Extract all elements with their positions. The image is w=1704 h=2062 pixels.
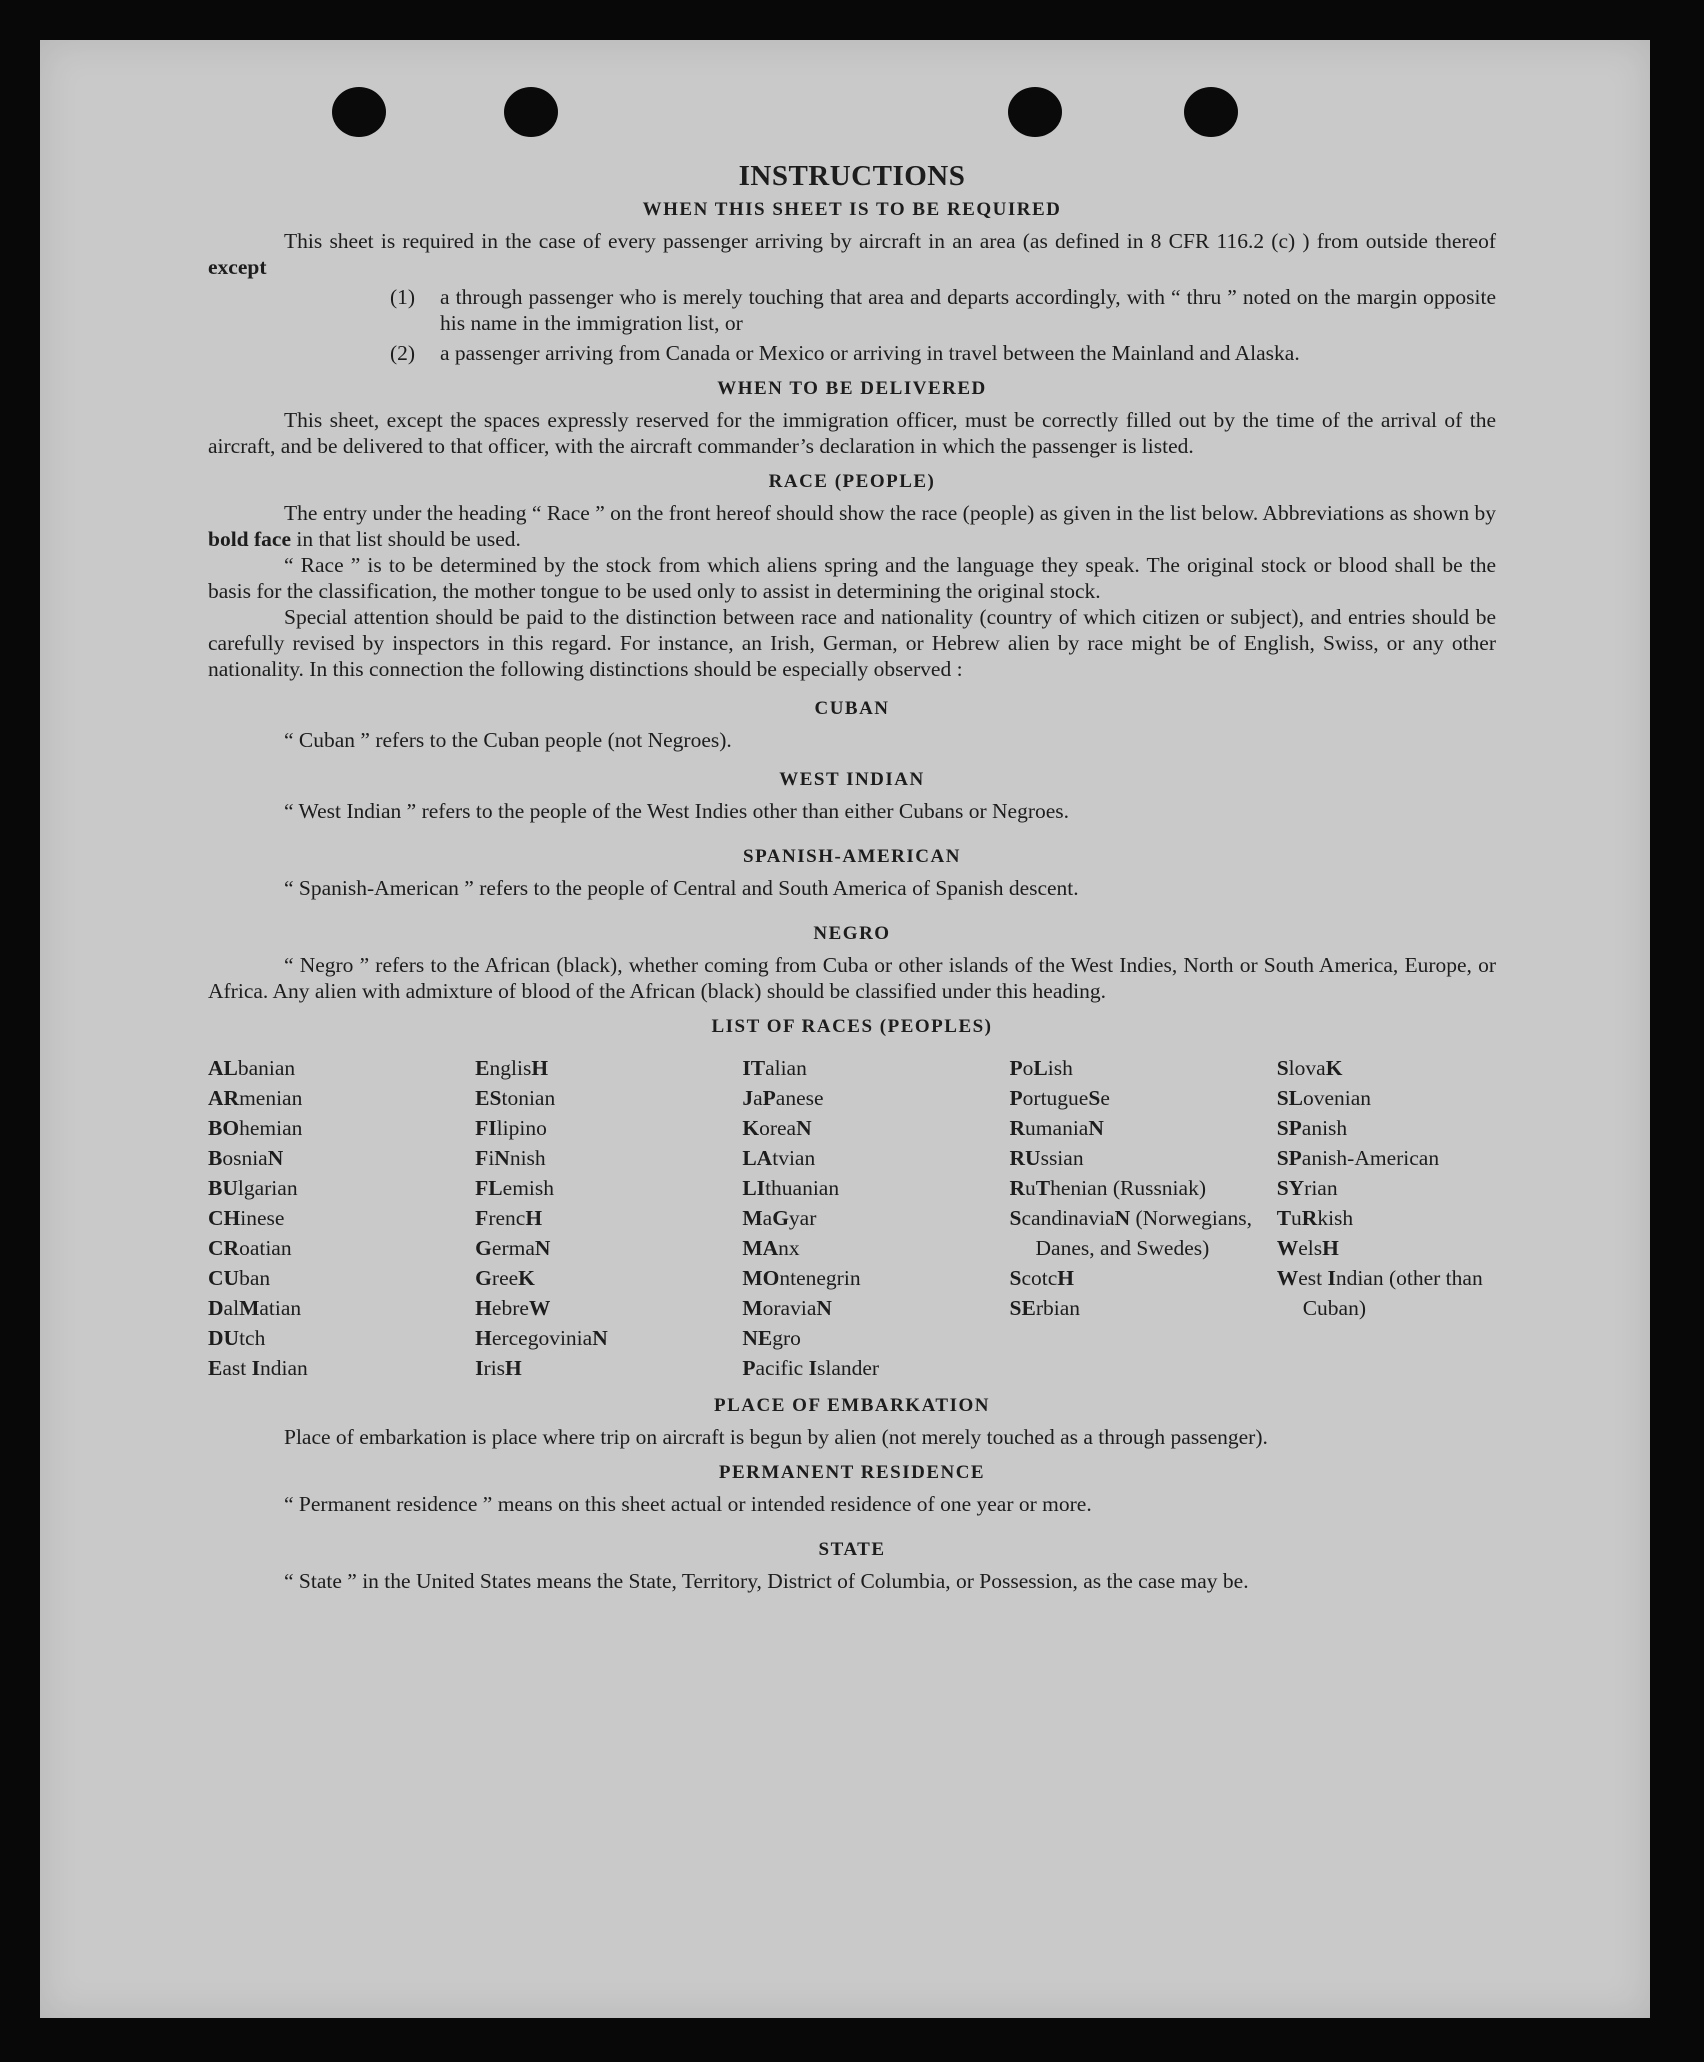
race-entry: East Indian	[208, 1356, 308, 1380]
race-entry: DUtch	[208, 1326, 266, 1350]
race-entry: NEgro	[742, 1326, 801, 1350]
race-entry: PortugueSe	[1009, 1086, 1110, 1110]
paragraph-permanent-residence: “ Permanent residence ” means on this sheet actual or intended residence of one year or more.	[284, 1492, 1092, 1516]
race-entry: FIlipino	[475, 1116, 547, 1140]
race-entry: BUlgarian	[208, 1176, 298, 1200]
race-entry: LIthuanian	[742, 1176, 840, 1200]
race-entry: GreeK	[475, 1266, 535, 1290]
race-entry: SYrian	[1276, 1176, 1338, 1200]
heading-spanish-american: SPANISH-AMERICAN	[743, 846, 961, 867]
heading-west-indian: WEST INDIAN	[779, 769, 925, 790]
race-entry: MoraviaN	[742, 1296, 832, 1320]
paragraph-race-3: Special attention should be paid to the distinction between race and nationality (country of which citizen or subject), and entries should be carefully revised by inspectors in this regard. For instance, an Irish, German, or Hebrew alien by race might be of English, Swiss, or any other nationality. In this connection the following distinctions should be especially observed :	[208, 605, 1496, 681]
paragraph-race-1: The entry under the heading “ Race ” on the front hereof should show the race (people) as given in the list below. Abbreviations as shown by bold face in that list should be used.	[208, 501, 1496, 551]
paragraph-race-2: “ Race ” is to be determined by the stock from which aliens spring and the language they speak. The original stock or blood shall be the basis for the classification, the mother tongue to be used only to assist in determining the original stock.	[208, 553, 1496, 603]
race-column	[742, 1053, 1009, 1383]
heading-state: STATE	[818, 1539, 886, 1560]
race-entry: LAtvian	[742, 1146, 816, 1170]
paragraph-negro: “ Negro ” refers to the African (black), whether coming from Cuba or other islands of the West Indies, North or South America, Europe, or Africa. Any alien with admixture of blood of the African (black) should be classified under this heading.	[208, 953, 1496, 1003]
race-entry: BOhemian	[208, 1116, 303, 1140]
instructions-content	[208, 160, 1496, 1594]
race-entry: KoreaN	[742, 1116, 812, 1140]
heading-list-of-races: LIST OF RACES (PEOPLES)	[711, 1016, 993, 1037]
race-column	[1010, 1053, 1277, 1383]
race-entry: SPanish-American	[1276, 1146, 1440, 1170]
race-entry: SlovaK	[1276, 1056, 1343, 1080]
paragraph-embarkation: Place of embarkation is place where trip on aircraft is begun by alien (not merely touched as a through passenger).	[284, 1425, 1268, 1449]
race-entry: BosniaN	[208, 1146, 284, 1170]
race-entry: MaGyar	[742, 1206, 817, 1230]
exception-item: (2) a passenger arriving from Canada or Mexico or arriving in travel between the Mainland and Alaska.	[390, 341, 1300, 365]
race-entry: CUban	[208, 1266, 271, 1290]
exception-item: (1) a through passenger who is merely touching that area and departs accordingly, with “ thru ” noted on the margin opposite his name in the immigration list, or	[390, 285, 1496, 335]
race-entry: JaPanese	[742, 1086, 824, 1110]
race-entry: CRoatian	[208, 1236, 292, 1260]
race-entry: West Indian (other than Cuban)	[1276, 1266, 1483, 1320]
race-entry: ITalian	[742, 1056, 807, 1080]
heading-when-required: WHEN THIS SHEET IS TO BE REQUIRED	[642, 199, 1062, 220]
paragraph-when-required: This sheet is required in the case of every passenger arriving by aircraft in an area (as defined in 8 CFR 116.2 (c) ) from outside thereof except	[208, 229, 1496, 279]
race-entry: SPanish	[1276, 1116, 1348, 1140]
paragraph-spanish-american: “ Spanish-American ” refers to the people of Central and South America of Spanish descent.	[284, 876, 1079, 900]
race-entry: ScotcH	[1009, 1266, 1075, 1290]
paragraph-state: “ State ” in the United States means the State, Territory, District of Columbia, or Possession, as the case may be.	[284, 1569, 1249, 1593]
race-entry: EnglisH	[475, 1056, 549, 1080]
race-entry: RuThenian (Russniak)	[1009, 1176, 1206, 1200]
race-entry: HercegoviniaN	[475, 1326, 608, 1350]
punch-hole	[1184, 87, 1238, 137]
race-entry: DalMatian	[208, 1296, 302, 1320]
page-title: INSTRUCTIONS	[738, 160, 966, 192]
race-entry: IrisH	[475, 1356, 522, 1380]
race-entry: FiNnish	[475, 1146, 546, 1170]
race-entry: SErbian	[1009, 1296, 1081, 1320]
race-entry: RumaniaN	[1009, 1116, 1104, 1140]
race-entry: MAnx	[742, 1236, 800, 1260]
race-entry: RUssian	[1009, 1146, 1084, 1170]
race-entry: FLemish	[475, 1176, 555, 1200]
paragraph-when-delivered: This sheet, except the spaces expressly reserved for the immigration officer, must be correctly filled out by the time of the arrival of the aircraft, and be delivered to that officer, with the aircraft commander’s declaration in which the passenger is listed.	[208, 408, 1496, 458]
race-entry: Pacific Islander	[742, 1356, 880, 1380]
race-column	[208, 1053, 475, 1383]
heading-race: RACE (PEOPLE)	[768, 471, 936, 492]
race-entry: ARmenian	[208, 1086, 303, 1110]
race-entry: HebreW	[475, 1296, 551, 1320]
race-entry: TuRkish	[1276, 1206, 1354, 1230]
heading-permanent-residence: PERMANENT RESIDENCE	[718, 1462, 986, 1483]
race-entry: FrencH	[475, 1206, 543, 1230]
race-column	[475, 1053, 742, 1383]
heading-embarkation: PLACE OF EMBARKATION	[714, 1395, 990, 1416]
punch-hole	[504, 87, 558, 137]
paragraph-cuban: “ Cuban ” refers to the Cuban people (not Negroes).	[284, 728, 732, 752]
race-list	[208, 1053, 1496, 1383]
heading-cuban: CUBAN	[814, 698, 890, 719]
race-entry: WelsH	[1276, 1236, 1339, 1260]
race-entry: SLovenian	[1276, 1086, 1372, 1110]
paragraph-west-indian: “ West Indian ” refers to the people of the West Indies other than either Cubans or Negroes.	[284, 799, 1070, 823]
heading-when-delivered: WHEN TO BE DELIVERED	[717, 378, 987, 399]
race-entry: CHinese	[208, 1206, 285, 1230]
heading-negro: NEGRO	[813, 923, 891, 944]
punch-hole	[332, 87, 386, 137]
document-sheet	[40, 40, 1650, 2018]
race-entry: MOntenegrin	[742, 1266, 861, 1290]
punch-hole	[1008, 87, 1062, 137]
race-entry: PoLish	[1009, 1056, 1073, 1080]
race-entry: EStonian	[475, 1086, 556, 1110]
race-entry: GermaN	[475, 1236, 551, 1260]
race-entry: ScandinaviaN (Norwegians, Danes, and Swedes)	[1009, 1206, 1252, 1260]
race-entry: ALbanian	[208, 1056, 296, 1080]
race-column	[1277, 1053, 1496, 1383]
